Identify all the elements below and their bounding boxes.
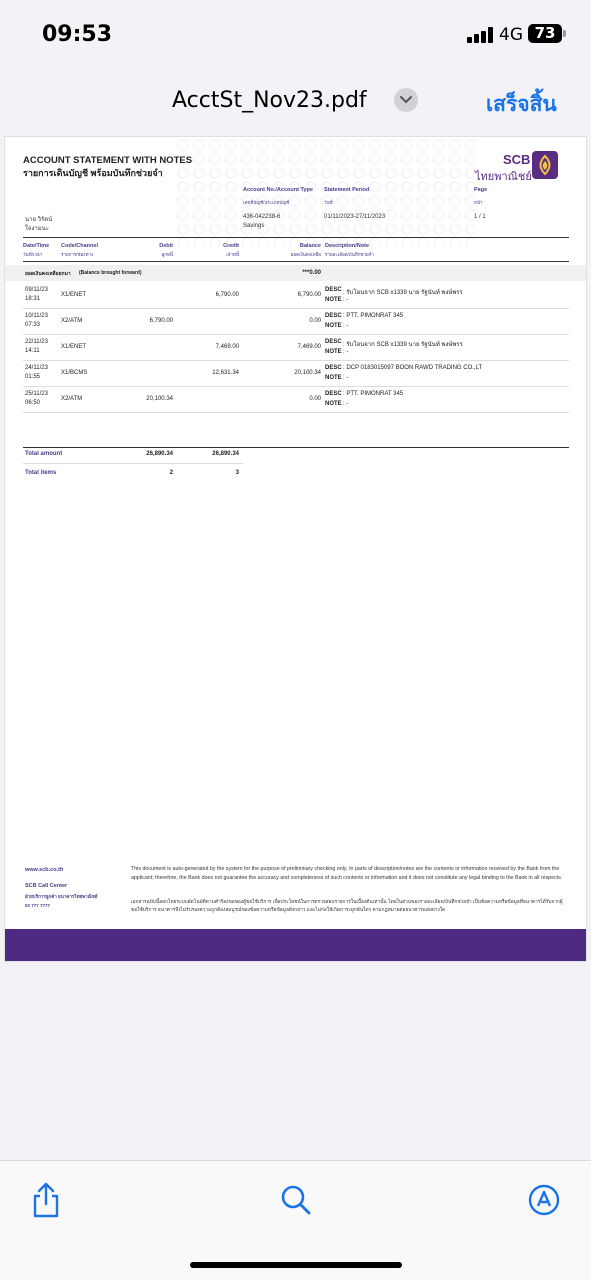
document-title[interactable]: AcctSt_Nov23.pdf <box>172 88 367 113</box>
bank-website[interactable]: www.scb.co.th <box>25 867 64 873</box>
col-balance: Balance <box>299 243 321 249</box>
call-center-phone[interactable]: 02 777 7777 <box>25 903 51 908</box>
divider <box>23 237 569 238</box>
total-credit: 26,890.34 <box>212 451 239 457</box>
transaction-row <box>5 309 587 335</box>
battery-icon: 73 <box>528 24 562 43</box>
pdf-page <box>4 136 587 962</box>
row-time: 14:11 <box>25 348 40 354</box>
bank-logo-text: SCB <box>503 152 531 167</box>
col-desc: Description/Note <box>325 243 370 249</box>
col-code: Code/Channel <box>61 243 98 249</box>
row-desc: : PTT. PIMONRAT 345 <box>343 313 404 319</box>
row-time: 06:50 <box>25 400 41 406</box>
page-label: Page <box>474 187 488 193</box>
transaction-row <box>5 283 587 309</box>
row-balance: 0.00 <box>309 396 321 402</box>
row-date: 22/11/23 <box>25 339 48 345</box>
row-note: : - <box>343 375 349 381</box>
items-debit: 2 <box>169 470 173 476</box>
row-balance: 20,100.34 <box>294 370 321 376</box>
page-label-thai: หน้า <box>474 200 483 205</box>
row-balance: 6,790.00 <box>297 292 321 298</box>
row-code: X1/BCMS <box>61 370 88 376</box>
col-date-thai: วันที่/เวลา <box>23 252 43 257</box>
transaction-row <box>5 361 587 387</box>
note-label: NOTE <box>325 323 342 329</box>
total-amount-label: Total amount <box>25 451 63 457</box>
row-desc: : DCP 0183015097 BOON RAWD TRADING CO.,LT <box>343 365 483 371</box>
row-desc: : PTT. PIMONRAT 345 <box>343 391 404 397</box>
brought-forward-row <box>5 265 587 281</box>
row-note: : - <box>343 323 349 329</box>
row-note: : - <box>343 401 349 407</box>
statement-title: ACCOUNT STATEMENT WITH NOTES <box>23 155 193 166</box>
status-bar <box>0 0 591 66</box>
desc-label: DESC <box>325 313 342 319</box>
account-number: 436-042238-6 <box>243 214 281 220</box>
col-desc-thai: รายละเอียด/บันทึกช่วยจำ <box>325 252 374 257</box>
col-code-thai: รายการ/ช่องทาง <box>61 252 94 257</box>
row-time: 01:55 <box>25 374 41 380</box>
search-icon[interactable] <box>280 1184 312 1221</box>
call-center-thai: ฝ่ายบริการลูกค้า ธนาคารไทยพาณิชย์ <box>25 894 98 899</box>
row-desc: : รับโอนจาก SCB x1339 นาย รัฐนันท์ พงษ์พรร <box>343 290 463 296</box>
period-label-thai: วันที่ <box>324 200 333 205</box>
row-date: 24/11/23 <box>25 365 48 371</box>
brought-forward-label: ยอดเงินคงเหลือยกมา <box>25 271 71 277</box>
row-balance: 0.00 <box>309 318 321 324</box>
desc-label: DESC <box>325 365 342 371</box>
disclaimer-thai: เอกสารฉบับนี้ออกโดยระบบอัตโนมัติตามคำร้องขอของผู้ขอใช้บริการ เพื่อประโยชน์ในการตรวจสอบรายการในเบื้องต้นเท่านั้น โดยในส่วนของรายละเอียด/บันทึกช่วยจำ เป็นข้อความหรือข้อมูลที่ธนาคารได้รับจากผู้ขอใช้บริการ ธนาคารจึงไม่รับรองความถูกต้องสมบูรณ์ของข้อความหรือข้อมูลดังกล่าว และไม่ก่อให้เกิดภาระผูกพันใดๆ ตามกฎหมายต่อธนาคารแต่อย่างใด <box>131 900 563 913</box>
items-credit: 3 <box>235 470 239 476</box>
battery-tip <box>563 30 566 37</box>
chevron-down-icon[interactable] <box>394 88 418 112</box>
row-code: X2/ATM <box>61 396 83 402</box>
col-debit: Debit <box>159 243 173 249</box>
row-note: : - <box>343 349 349 355</box>
network-type: 4G <box>499 25 523 45</box>
col-credit: Credit <box>223 243 239 249</box>
row-credit: 12,631.34 <box>212 370 239 376</box>
transaction-row <box>5 387 587 413</box>
signal-icon <box>467 27 495 43</box>
home-indicator <box>190 1262 402 1268</box>
divider <box>23 261 569 262</box>
done-button[interactable]: เสร็จสิ้น <box>486 92 557 116</box>
brought-forward-value: ***0.00 <box>302 270 321 276</box>
row-credit: 6,790.00 <box>215 292 239 298</box>
col-debit-thai: ลูกหนี้ <box>161 252 173 257</box>
divider <box>23 463 243 464</box>
footer-bar <box>5 929 587 962</box>
desc-label: DESC <box>325 391 342 397</box>
note-label: NOTE <box>325 349 342 355</box>
row-debit: 20,100.34 <box>146 396 173 402</box>
account-no-label-thai: เลขที่บัญชี/ประเภทบัญชี <box>243 200 290 205</box>
row-time: 18:31 <box>25 296 41 302</box>
row-code: X1/ENET <box>61 344 87 350</box>
brought-forward-label-en: (Balance brought forward) <box>79 270 142 276</box>
status-time: 09:53 <box>42 22 113 47</box>
note-label: NOTE <box>325 401 342 407</box>
note-label: NOTE <box>325 375 342 381</box>
account-type: Savings <box>243 223 265 229</box>
row-divider <box>23 412 569 413</box>
share-icon[interactable] <box>31 1182 61 1223</box>
col-credit-thai: เจ้าหนี้ <box>226 252 239 257</box>
row-code: X2/ATM <box>61 318 83 324</box>
desc-label: DESC <box>325 287 342 293</box>
statement-title-thai: รายการเดินบัญชี พร้อมบันทึกช่วยจำ <box>23 168 163 178</box>
holder-name-line2: ใจงามนะ <box>25 226 50 232</box>
row-code: X1/ENET <box>61 292 87 298</box>
row-date: 10/11/23 <box>25 313 48 319</box>
page-number: 1 / 1 <box>474 214 486 220</box>
transaction-row <box>5 335 587 361</box>
row-date: 09/11/23 <box>25 287 48 293</box>
holder-name: นาย วิรัตน์ <box>25 217 53 223</box>
period-label: Statement Period <box>324 187 370 193</box>
row-desc: : รับโอนจาก SCB x1339 นาย รัฐนันท์ พงษ์พรร <box>343 342 463 348</box>
col-date: Date/Time <box>23 243 50 249</box>
note-label: NOTE <box>325 297 342 303</box>
call-center-label: SCB Call Center <box>25 883 68 889</box>
row-time: 07:33 <box>25 322 41 328</box>
total-debit: 26,890.34 <box>146 451 173 457</box>
scb-logo-icon <box>532 151 558 179</box>
row-credit: 7,469.00 <box>215 344 239 350</box>
desc-label: DESC <box>325 339 342 345</box>
account-no-label: Account No./Account Type <box>243 187 313 193</box>
row-balance: 7,469.00 <box>297 344 321 350</box>
col-balance-thai: ยอดเงินคงเหลือ <box>290 252 321 257</box>
bank-logo-thai: ไทยพาณิชย์ <box>475 171 532 183</box>
divider <box>23 447 569 448</box>
statement-period: 01/11/2023-27/11/2023 <box>324 214 386 220</box>
row-debit: 6,790.00 <box>149 318 173 324</box>
total-items-label: Total items <box>25 470 57 476</box>
row-date: 25/11/23 <box>25 391 48 397</box>
row-note: : - <box>343 297 349 303</box>
disclaimer-english: This document is auto-generated by the system for the purpose of preliminary checking only. In parts of description/notes are the contents or information received by the Bank from the applicant; therefore, the Bank does not guarantee the accuracy and completeness of such contents or information and it does not constitute any legal binding to the Bank in all respects. <box>131 866 563 881</box>
markup-icon[interactable] <box>528 1184 560 1221</box>
